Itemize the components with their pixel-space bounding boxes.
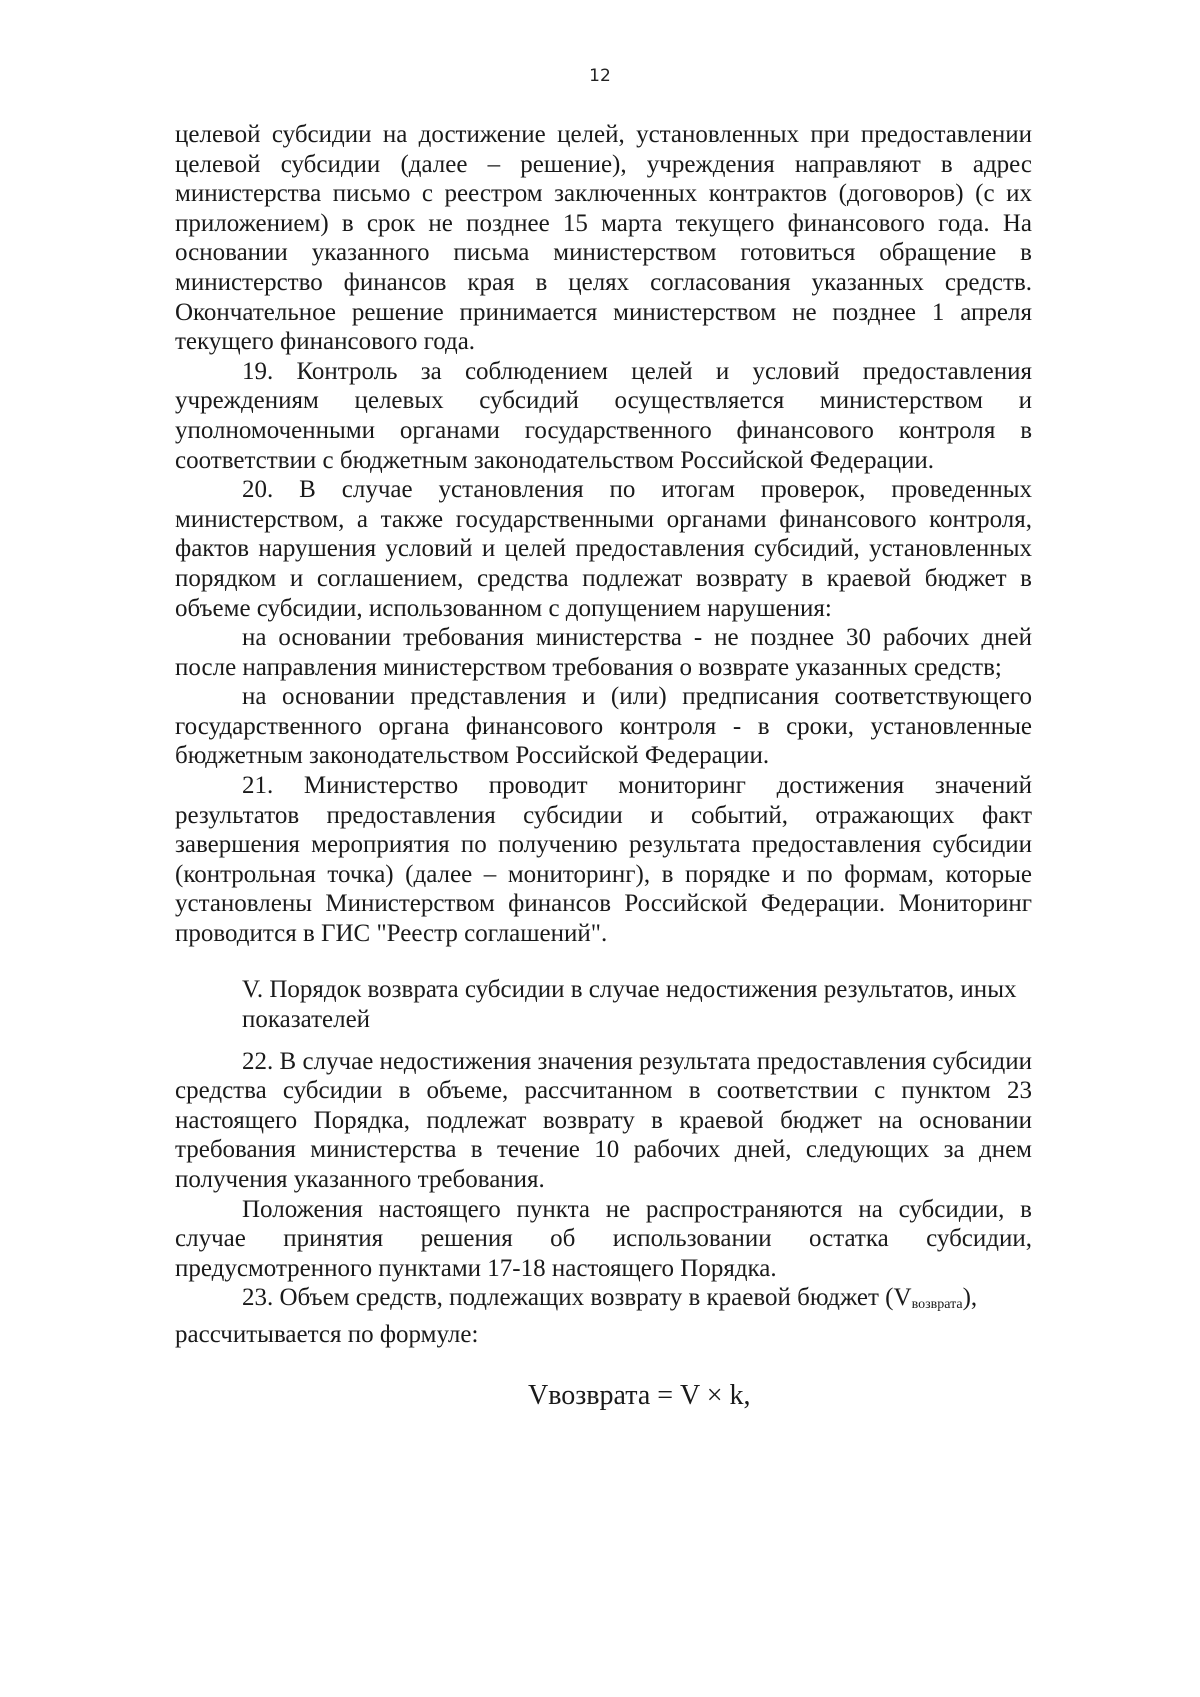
page-number: 12 xyxy=(589,66,611,86)
paragraph-23-tail: ), xyxy=(962,1284,978,1312)
paragraph-23 xyxy=(175,1283,1032,1320)
paragraph-20-item-2: на основании представления и (или) предписания соответствующего государственного органа финансового контроля - в сроки, установленные бюджетным законодательством Российской Федерации. xyxy=(175,683,1032,770)
paragraph-23-text: 23. Объем средств, подлежащих возврату в краевой бюджет (V xyxy=(242,1284,912,1312)
paragraph-22: 22. В случае недостижения значения результата предоставления субсидии средства субсидии в объеме, рассчитанном в соответствии с пунктом 23 настоящего Порядка, подлежат возврату в краевой бюджет на основании требования министерства в течение 10 рабочих дней, следующих за днем получения указанного требования. xyxy=(175,1047,1032,1193)
paragraph-22-note: Положения настоящего пункта не распространяются на субсидии, в случае принятия решения об использовании остатка субсидии, предусмотренного пунктами 17-18 настоящего Порядка. xyxy=(175,1195,1032,1282)
paragraph-20: 20. В случае установления по итогам проверок, проведенных министерством, а также государственными органами финансового контроля, фактов нарушения условий и целей предоставления субсидий, установленных порядком и соглашением, средства подлежат возврату в краевой бюджет в объеме субсидии, использованном с допущением нарушения: xyxy=(175,476,1032,622)
document-body xyxy=(175,120,1032,1412)
formula: Vвозврата = V × k, xyxy=(528,1379,751,1411)
paragraph-20-item-1: на основании требования министерства - не позднее 30 рабочих дней после направления министерством требования о возврате указанных средств; xyxy=(175,624,1032,681)
section-heading: V. Порядок возврата субсидии в случае недостижения результатов, иных показателей xyxy=(242,975,1017,1033)
paragraph-19: 19. Контроль за соблюдением целей и условий предоставления учреждениям целевых субсидий осуществляется министерством и уполномоченными органами государственного финансового контроля в соответствии с бюджетным законодательством Российской Федерации. xyxy=(175,357,1032,474)
paragraph-21: 21. Министерство проводит мониторинг достижения значений результатов предоставления субсидии и событий, отражающих факт завершения мероприятия по получению результата предоставления субсидии (контрольная точка) (далее – мониторинг), в порядке и по формам, которые установлены Министерством финансов Российской Федерации. Мониторинг проводится в ГИС "Реестр соглашений". xyxy=(175,772,1032,948)
paragraph-23-subscript: возврата xyxy=(911,1297,963,1313)
paragraph-continuation: целевой субсидии на достижение целей, установленных при предоставлении целевой субсидии (далее – решение), учреждения направляют в адрес министерства письмо с реестром заключенных контрактов (договоров) (с их приложением) в срок не позднее 15 марта текущего финансового года. На основании указанного письма министерством готовиться обращение в министерство финансов края в целях согласования указанных средств. Окончательное решение принимается министерством не позднее 1 апреля текущего финансового года. xyxy=(175,121,1032,356)
paragraph-23-line2: рассчитывается по формуле: xyxy=(175,1320,479,1348)
